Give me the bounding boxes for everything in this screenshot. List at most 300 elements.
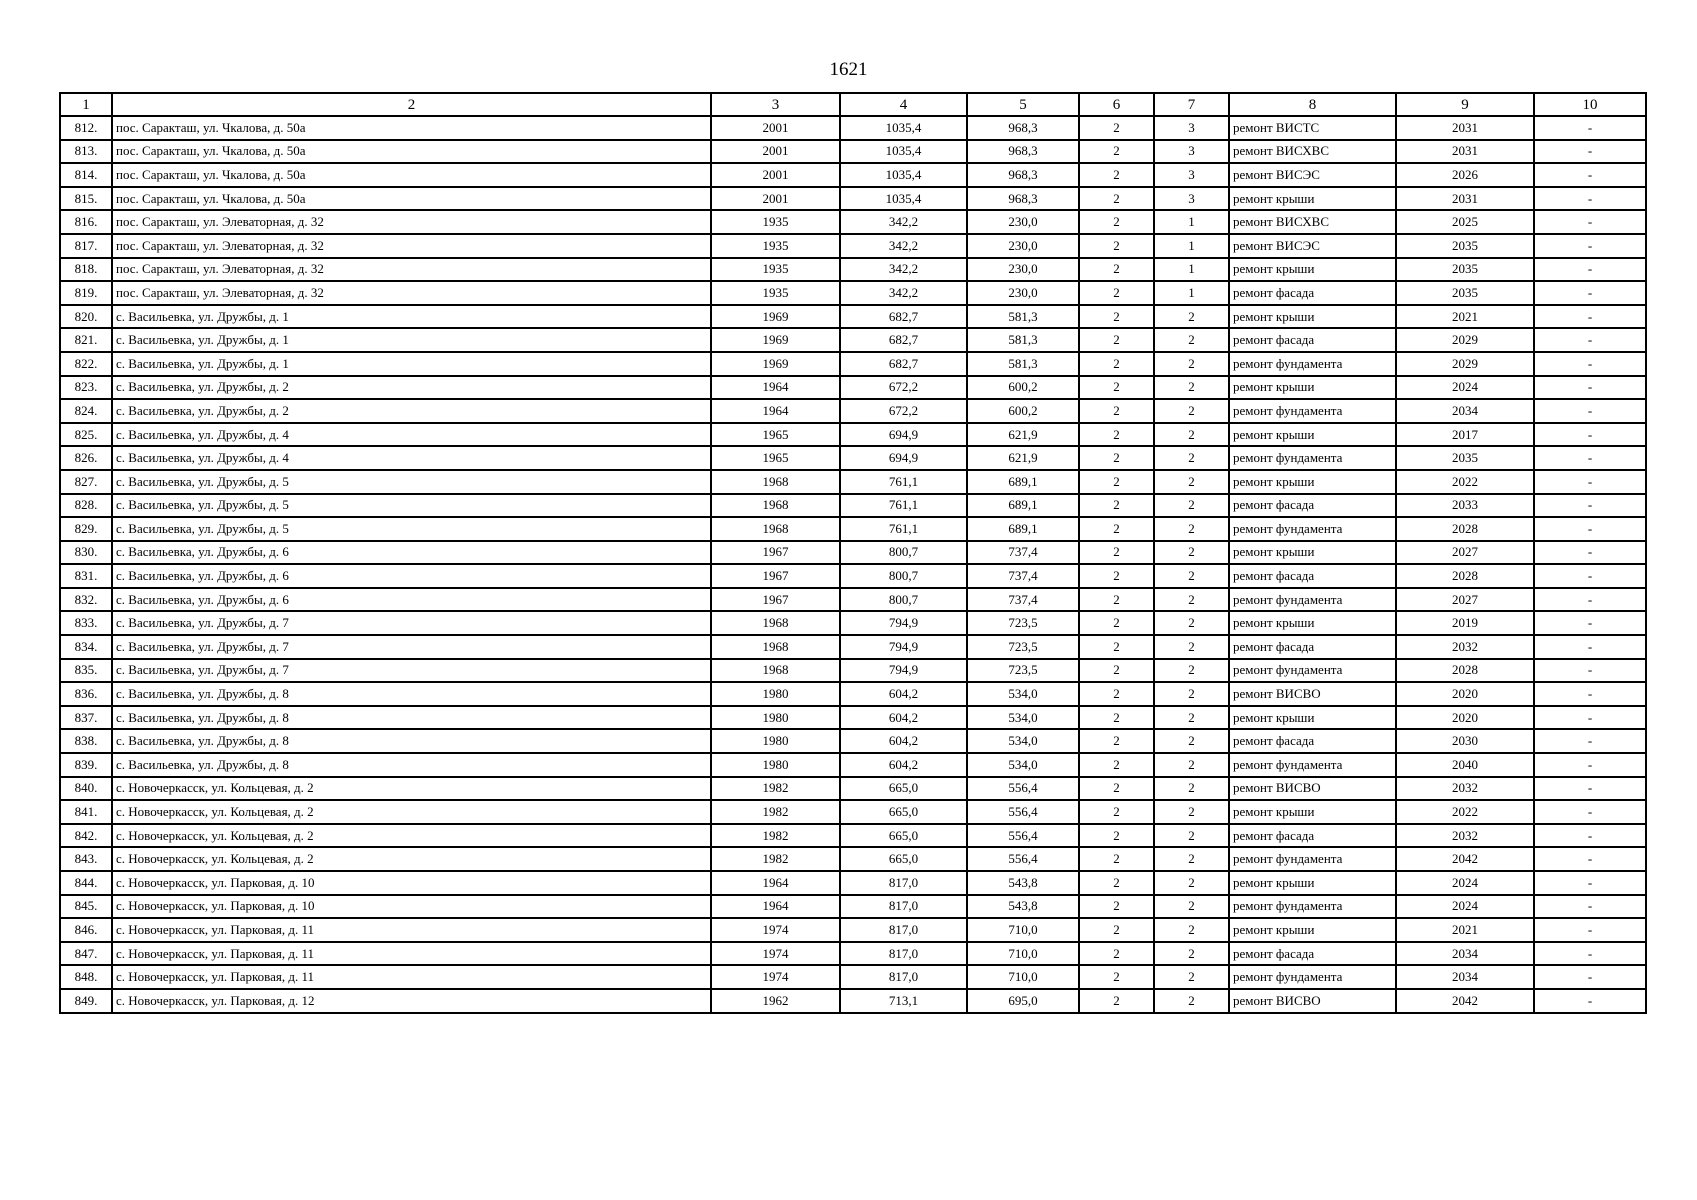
cell-address: с. Васильевка, ул. Дружбы, д. 8: [112, 706, 711, 730]
cell-work-type: ремонт крыши: [1229, 187, 1396, 211]
cell-living-area: 534,0: [967, 682, 1079, 706]
cell-year-built: 1967: [711, 588, 840, 612]
cell-entrances: 3: [1154, 116, 1229, 140]
table-row: [60, 895, 1646, 919]
table-row: [60, 517, 1646, 541]
cell-work-type: ремонт фундамента: [1229, 753, 1396, 777]
cell-floors: 2: [1079, 918, 1154, 942]
cell-living-area: 723,5: [967, 659, 1079, 683]
cell-address: с. Новочеркасск, ул. Кольцевая, д. 2: [112, 824, 711, 848]
cell-address: с. Васильевка, ул. Дружбы, д. 5: [112, 517, 711, 541]
table-row: [60, 965, 1646, 989]
cell-row-number: 823.: [60, 376, 112, 400]
cell-work-type: ремонт фундамента: [1229, 847, 1396, 871]
cell-total-area: 604,2: [840, 753, 967, 777]
cell-floors: 2: [1079, 423, 1154, 447]
cell-note: -: [1534, 352, 1646, 376]
cell-living-area: 689,1: [967, 470, 1079, 494]
cell-work-type: ремонт крыши: [1229, 470, 1396, 494]
cell-work-type: ремонт крыши: [1229, 918, 1396, 942]
cell-work-type: ремонт ВИСВО: [1229, 682, 1396, 706]
cell-address: с. Васильевка, ул. Дружбы, д. 2: [112, 399, 711, 423]
cell-year-built: 1980: [711, 729, 840, 753]
cell-floors: 2: [1079, 942, 1154, 966]
table-row: [60, 494, 1646, 518]
cell-row-number: 834.: [60, 635, 112, 659]
cell-total-area: 604,2: [840, 682, 967, 706]
cell-planned-year: 2035: [1396, 234, 1534, 258]
cell-planned-year: 2032: [1396, 635, 1534, 659]
cell-entrances: 2: [1154, 517, 1229, 541]
cell-total-area: 1035,4: [840, 163, 967, 187]
cell-planned-year: 2033: [1396, 494, 1534, 518]
table-row: [60, 800, 1646, 824]
cell-living-area: 968,3: [967, 140, 1079, 164]
cell-work-type: ремонт фасада: [1229, 824, 1396, 848]
cell-year-built: 1974: [711, 942, 840, 966]
cell-work-type: ремонт фасада: [1229, 494, 1396, 518]
cell-address: с. Новочеркасск, ул. Парковая, д. 11: [112, 918, 711, 942]
cell-planned-year: 2035: [1396, 281, 1534, 305]
cell-entrances: 2: [1154, 895, 1229, 919]
table-row: [60, 328, 1646, 352]
cell-entrances: 2: [1154, 352, 1229, 376]
cell-year-built: 1965: [711, 446, 840, 470]
cell-note: -: [1534, 989, 1646, 1013]
cell-row-number: 830.: [60, 541, 112, 565]
cell-planned-year: 2019: [1396, 611, 1534, 635]
cell-entrances: 2: [1154, 800, 1229, 824]
cell-total-area: 794,9: [840, 611, 967, 635]
cell-row-number: 813.: [60, 140, 112, 164]
table-row: [60, 989, 1646, 1013]
cell-living-area: 230,0: [967, 210, 1079, 234]
cell-entrances: 2: [1154, 659, 1229, 683]
cell-living-area: 581,3: [967, 305, 1079, 329]
cell-note: -: [1534, 116, 1646, 140]
cell-planned-year: 2040: [1396, 753, 1534, 777]
cell-total-area: 794,9: [840, 635, 967, 659]
cell-note: -: [1534, 706, 1646, 730]
cell-year-built: 1964: [711, 399, 840, 423]
cell-living-area: 534,0: [967, 729, 1079, 753]
cell-total-area: 682,7: [840, 305, 967, 329]
cell-living-area: 543,8: [967, 871, 1079, 895]
table-row: [60, 942, 1646, 966]
cell-address: пос. Саракташ, ул. Чкалова, д. 50а: [112, 140, 711, 164]
cell-planned-year: 2020: [1396, 682, 1534, 706]
column-header: 4: [840, 93, 967, 116]
cell-floors: 2: [1079, 659, 1154, 683]
cell-entrances: 1: [1154, 258, 1229, 282]
cell-total-area: 1035,4: [840, 140, 967, 164]
column-header: 10: [1534, 93, 1646, 116]
cell-total-area: 713,1: [840, 989, 967, 1013]
cell-planned-year: 2032: [1396, 824, 1534, 848]
cell-total-area: 1035,4: [840, 187, 967, 211]
page-number: 1621: [829, 59, 868, 80]
repair-register-table: [59, 92, 1647, 1014]
cell-year-built: 1935: [711, 281, 840, 305]
cell-note: -: [1534, 918, 1646, 942]
cell-total-area: 672,2: [840, 399, 967, 423]
cell-floors: 2: [1079, 116, 1154, 140]
cell-living-area: 710,0: [967, 965, 1079, 989]
cell-work-type: ремонт фундамента: [1229, 895, 1396, 919]
cell-year-built: 1964: [711, 895, 840, 919]
cell-total-area: 800,7: [840, 541, 967, 565]
cell-work-type: ремонт ВИСТС: [1229, 116, 1396, 140]
cell-row-number: 817.: [60, 234, 112, 258]
cell-year-built: 1968: [711, 494, 840, 518]
cell-entrances: 2: [1154, 376, 1229, 400]
cell-address: с. Васильевка, ул. Дружбы, д. 1: [112, 305, 711, 329]
cell-address: пос. Саракташ, ул. Чкалова, д. 50а: [112, 187, 711, 211]
table-row: [60, 258, 1646, 282]
cell-address: с. Васильевка, ул. Дружбы, д. 7: [112, 611, 711, 635]
cell-floors: 2: [1079, 328, 1154, 352]
cell-planned-year: 2031: [1396, 116, 1534, 140]
cell-address: пос. Саракташ, ул. Элеваторная, д. 32: [112, 210, 711, 234]
table-row: [60, 163, 1646, 187]
cell-work-type: ремонт крыши: [1229, 611, 1396, 635]
cell-address: пос. Саракташ, ул. Чкалова, д. 50а: [112, 116, 711, 140]
cell-living-area: 600,2: [967, 399, 1079, 423]
cell-address: пос. Саракташ, ул. Элеваторная, д. 32: [112, 281, 711, 305]
table-row: [60, 187, 1646, 211]
cell-year-built: 2001: [711, 187, 840, 211]
cell-address: пос. Саракташ, ул. Элеваторная, д. 32: [112, 234, 711, 258]
cell-planned-year: 2027: [1396, 541, 1534, 565]
cell-address: с. Новочеркасск, ул. Парковая, д. 10: [112, 895, 711, 919]
table-row: [60, 824, 1646, 848]
cell-row-number: 833.: [60, 611, 112, 635]
cell-floors: 2: [1079, 494, 1154, 518]
cell-living-area: 556,4: [967, 777, 1079, 801]
cell-note: -: [1534, 470, 1646, 494]
cell-entrances: 3: [1154, 140, 1229, 164]
cell-year-built: 1935: [711, 258, 840, 282]
cell-year-built: 1982: [711, 777, 840, 801]
cell-row-number: 824.: [60, 399, 112, 423]
cell-year-built: 1980: [711, 682, 840, 706]
cell-year-built: 1968: [711, 659, 840, 683]
cell-total-area: 604,2: [840, 706, 967, 730]
cell-row-number: 831.: [60, 564, 112, 588]
table-row: [60, 871, 1646, 895]
cell-floors: 2: [1079, 376, 1154, 400]
cell-note: -: [1534, 895, 1646, 919]
cell-address: с. Васильевка, ул. Дружбы, д. 1: [112, 328, 711, 352]
table-row: [60, 376, 1646, 400]
cell-note: -: [1534, 847, 1646, 871]
cell-year-built: 1968: [711, 635, 840, 659]
cell-note: -: [1534, 258, 1646, 282]
cell-floors: 2: [1079, 611, 1154, 635]
cell-note: -: [1534, 376, 1646, 400]
cell-work-type: ремонт фасада: [1229, 281, 1396, 305]
cell-living-area: 534,0: [967, 706, 1079, 730]
cell-entrances: 2: [1154, 918, 1229, 942]
cell-note: -: [1534, 753, 1646, 777]
cell-living-area: 581,3: [967, 352, 1079, 376]
cell-year-built: 1968: [711, 611, 840, 635]
cell-address: с. Новочеркасск, ул. Парковая, д. 12: [112, 989, 711, 1013]
cell-total-area: 761,1: [840, 470, 967, 494]
cell-living-area: 710,0: [967, 942, 1079, 966]
cell-row-number: 828.: [60, 494, 112, 518]
cell-work-type: ремонт фундамента: [1229, 965, 1396, 989]
cell-work-type: ремонт крыши: [1229, 706, 1396, 730]
cell-planned-year: 2030: [1396, 729, 1534, 753]
cell-living-area: 968,3: [967, 163, 1079, 187]
cell-year-built: 1964: [711, 871, 840, 895]
cell-planned-year: 2042: [1396, 989, 1534, 1013]
cell-address: с. Васильевка, ул. Дружбы, д. 8: [112, 682, 711, 706]
cell-floors: 2: [1079, 470, 1154, 494]
cell-planned-year: 2022: [1396, 470, 1534, 494]
cell-entrances: 1: [1154, 234, 1229, 258]
cell-planned-year: 2024: [1396, 871, 1534, 895]
cell-year-built: 1982: [711, 800, 840, 824]
cell-total-area: 1035,4: [840, 116, 967, 140]
cell-total-area: 604,2: [840, 729, 967, 753]
cell-planned-year: 2034: [1396, 942, 1534, 966]
cell-row-number: 847.: [60, 942, 112, 966]
cell-work-type: ремонт фундамента: [1229, 588, 1396, 612]
cell-work-type: ремонт фундамента: [1229, 446, 1396, 470]
cell-floors: 2: [1079, 847, 1154, 871]
cell-total-area: 800,7: [840, 564, 967, 588]
cell-planned-year: 2026: [1396, 163, 1534, 187]
cell-address: пос. Саракташ, ул. Чкалова, д. 50а: [112, 163, 711, 187]
cell-row-number: 840.: [60, 777, 112, 801]
cell-note: -: [1534, 588, 1646, 612]
cell-total-area: 694,9: [840, 423, 967, 447]
cell-work-type: ремонт ВИСХВС: [1229, 210, 1396, 234]
column-header: 2: [112, 93, 711, 116]
cell-living-area: 621,9: [967, 423, 1079, 447]
cell-row-number: 820.: [60, 305, 112, 329]
cell-work-type: ремонт крыши: [1229, 541, 1396, 565]
cell-floors: 2: [1079, 564, 1154, 588]
table-row: [60, 753, 1646, 777]
cell-total-area: 665,0: [840, 847, 967, 871]
column-header: 7: [1154, 93, 1229, 116]
cell-living-area: 230,0: [967, 234, 1079, 258]
cell-floors: 2: [1079, 706, 1154, 730]
cell-floors: 2: [1079, 399, 1154, 423]
column-header: 9: [1396, 93, 1534, 116]
cell-row-number: 822.: [60, 352, 112, 376]
cell-work-type: ремонт ВИСХВС: [1229, 140, 1396, 164]
cell-entrances: 2: [1154, 942, 1229, 966]
cell-row-number: 839.: [60, 753, 112, 777]
cell-entrances: 2: [1154, 847, 1229, 871]
cell-note: -: [1534, 541, 1646, 565]
cell-planned-year: 2024: [1396, 376, 1534, 400]
cell-living-area: 710,0: [967, 918, 1079, 942]
column-header: 3: [711, 93, 840, 116]
cell-note: -: [1534, 494, 1646, 518]
table-row: [60, 635, 1646, 659]
cell-entrances: 2: [1154, 305, 1229, 329]
cell-address: с. Васильевка, ул. Дружбы, д. 8: [112, 753, 711, 777]
cell-row-number: 818.: [60, 258, 112, 282]
cell-entrances: 2: [1154, 706, 1229, 730]
cell-planned-year: 2020: [1396, 706, 1534, 730]
cell-floors: 2: [1079, 305, 1154, 329]
cell-year-built: 1974: [711, 918, 840, 942]
cell-note: -: [1534, 871, 1646, 895]
cell-address: пос. Саракташ, ул. Элеваторная, д. 32: [112, 258, 711, 282]
cell-address: с. Новочеркасск, ул. Кольцевая, д. 2: [112, 800, 711, 824]
cell-planned-year: 2024: [1396, 895, 1534, 919]
cell-total-area: 817,0: [840, 871, 967, 895]
cell-note: -: [1534, 965, 1646, 989]
table-row: [60, 470, 1646, 494]
cell-floors: 2: [1079, 895, 1154, 919]
cell-entrances: 2: [1154, 423, 1229, 447]
cell-year-built: 1968: [711, 470, 840, 494]
cell-row-number: 832.: [60, 588, 112, 612]
table-row: [60, 305, 1646, 329]
cell-floors: 2: [1079, 635, 1154, 659]
cell-planned-year: 2035: [1396, 446, 1534, 470]
cell-year-built: 1982: [711, 847, 840, 871]
cell-row-number: 829.: [60, 517, 112, 541]
cell-note: -: [1534, 328, 1646, 352]
cell-total-area: 694,9: [840, 446, 967, 470]
cell-address: с. Новочеркасск, ул. Парковая, д. 10: [112, 871, 711, 895]
cell-floors: 2: [1079, 682, 1154, 706]
cell-address: с. Васильевка, ул. Дружбы, д. 4: [112, 423, 711, 447]
cell-row-number: 827.: [60, 470, 112, 494]
cell-entrances: 1: [1154, 210, 1229, 234]
cell-work-type: ремонт фасада: [1229, 942, 1396, 966]
cell-work-type: ремонт крыши: [1229, 423, 1396, 447]
cell-note: -: [1534, 659, 1646, 683]
table-row: [60, 588, 1646, 612]
table-row: [60, 399, 1646, 423]
cell-year-built: 1980: [711, 706, 840, 730]
cell-row-number: 821.: [60, 328, 112, 352]
cell-note: -: [1534, 399, 1646, 423]
cell-address: с. Новочеркасск, ул. Парковая, д. 11: [112, 965, 711, 989]
cell-floors: 2: [1079, 258, 1154, 282]
cell-year-built: 1968: [711, 517, 840, 541]
cell-living-area: 689,1: [967, 517, 1079, 541]
cell-living-area: 968,3: [967, 116, 1079, 140]
cell-floors: 2: [1079, 541, 1154, 565]
cell-total-area: 672,2: [840, 376, 967, 400]
table-row: [60, 352, 1646, 376]
cell-total-area: 682,7: [840, 328, 967, 352]
table-row: [60, 729, 1646, 753]
cell-entrances: 2: [1154, 564, 1229, 588]
cell-entrances: 2: [1154, 777, 1229, 801]
table-row: [60, 918, 1646, 942]
cell-living-area: 695,0: [967, 989, 1079, 1013]
cell-total-area: 665,0: [840, 777, 967, 801]
cell-living-area: 737,4: [967, 564, 1079, 588]
cell-planned-year: 2031: [1396, 187, 1534, 211]
cell-work-type: ремонт фасада: [1229, 729, 1396, 753]
cell-note: -: [1534, 682, 1646, 706]
cell-year-built: 1967: [711, 541, 840, 565]
cell-note: -: [1534, 305, 1646, 329]
cell-note: -: [1534, 517, 1646, 541]
cell-entrances: 3: [1154, 187, 1229, 211]
cell-entrances: 2: [1154, 541, 1229, 565]
cell-entrances: 1: [1154, 281, 1229, 305]
cell-floors: 2: [1079, 281, 1154, 305]
cell-year-built: 1980: [711, 753, 840, 777]
table-row: [60, 706, 1646, 730]
column-header: 1: [60, 93, 112, 116]
cell-row-number: 825.: [60, 423, 112, 447]
cell-entrances: 2: [1154, 446, 1229, 470]
cell-row-number: 814.: [60, 163, 112, 187]
cell-total-area: 761,1: [840, 517, 967, 541]
cell-living-area: 581,3: [967, 328, 1079, 352]
cell-work-type: ремонт крыши: [1229, 305, 1396, 329]
cell-planned-year: 2031: [1396, 140, 1534, 164]
cell-floors: 2: [1079, 824, 1154, 848]
cell-total-area: 682,7: [840, 352, 967, 376]
cell-row-number: 835.: [60, 659, 112, 683]
cell-year-built: 2001: [711, 163, 840, 187]
cell-work-type: ремонт ВИСЭС: [1229, 234, 1396, 258]
cell-entrances: 2: [1154, 470, 1229, 494]
cell-planned-year: 2034: [1396, 399, 1534, 423]
cell-floors: 2: [1079, 163, 1154, 187]
cell-planned-year: 2028: [1396, 564, 1534, 588]
cell-note: -: [1534, 824, 1646, 848]
cell-floors: 2: [1079, 753, 1154, 777]
cell-note: -: [1534, 281, 1646, 305]
cell-entrances: 2: [1154, 328, 1229, 352]
cell-note: -: [1534, 163, 1646, 187]
cell-floors: 2: [1079, 352, 1154, 376]
cell-floors: 2: [1079, 210, 1154, 234]
cell-note: -: [1534, 187, 1646, 211]
cell-row-number: 815.: [60, 187, 112, 211]
table-row: [60, 281, 1646, 305]
cell-entrances: 2: [1154, 494, 1229, 518]
cell-planned-year: 2042: [1396, 847, 1534, 871]
cell-year-built: 1974: [711, 965, 840, 989]
cell-total-area: 817,0: [840, 918, 967, 942]
cell-row-number: 841.: [60, 800, 112, 824]
cell-floors: 2: [1079, 965, 1154, 989]
cell-row-number: 849.: [60, 989, 112, 1013]
cell-floors: 2: [1079, 800, 1154, 824]
table-row: [60, 541, 1646, 565]
cell-living-area: 556,4: [967, 824, 1079, 848]
cell-total-area: 665,0: [840, 800, 967, 824]
cell-address: с. Васильевка, ул. Дружбы, д. 8: [112, 729, 711, 753]
cell-entrances: 2: [1154, 824, 1229, 848]
cell-note: -: [1534, 942, 1646, 966]
cell-living-area: 230,0: [967, 281, 1079, 305]
cell-planned-year: 2034: [1396, 965, 1534, 989]
cell-address: с. Васильевка, ул. Дружбы, д. 5: [112, 470, 711, 494]
cell-address: с. Васильевка, ул. Дружбы, д. 6: [112, 564, 711, 588]
cell-living-area: 737,4: [967, 588, 1079, 612]
cell-year-built: 1982: [711, 824, 840, 848]
cell-year-built: 1935: [711, 210, 840, 234]
